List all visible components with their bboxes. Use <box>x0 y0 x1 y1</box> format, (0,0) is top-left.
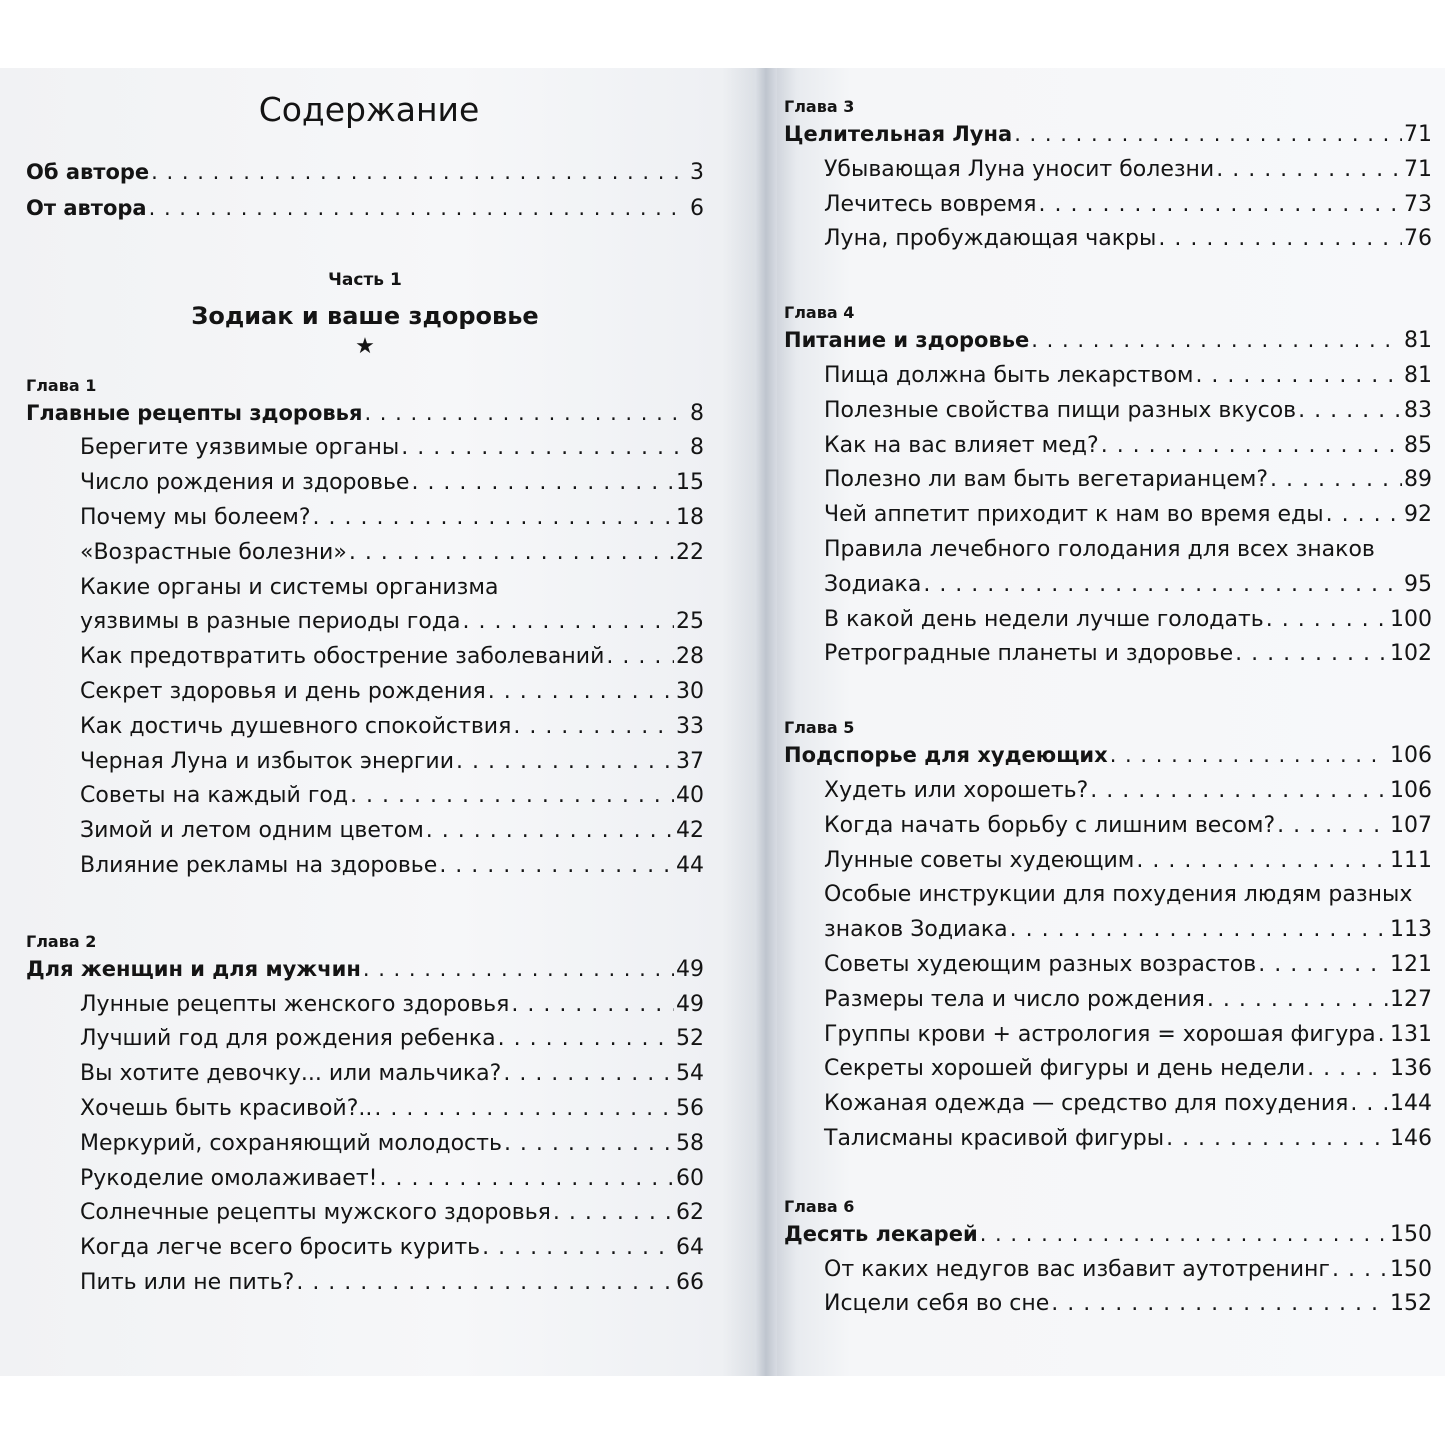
entry-title: Пить или не пить? <box>80 1269 295 1295</box>
chapter-title-entry <box>26 396 704 432</box>
entry-page: 102 <box>1390 641 1432 667</box>
entry-page: 49 <box>676 991 704 1017</box>
entry-title: Целительная Луна <box>784 122 1013 146</box>
right-column <box>784 95 1432 1322</box>
toc-entry <box>26 745 704 780</box>
entry-title: Солнечные рецепты мужского здоровья <box>80 1200 551 1226</box>
toc-entry <box>784 394 1432 429</box>
toc-entry <box>26 1127 704 1162</box>
entry-page: 81 <box>1404 328 1432 354</box>
toc-entry <box>26 779 704 814</box>
toc-entry <box>26 1022 704 1057</box>
toc-entry <box>26 1231 704 1266</box>
entry-title: Рукоделие омолаживает! <box>80 1165 378 1191</box>
chapter-title-entry <box>784 738 1432 774</box>
entry-title: Советы худеющим разных возрастов <box>824 951 1257 977</box>
entry-page: 152 <box>1390 1291 1432 1317</box>
entry-page: 150 <box>1390 1256 1432 1282</box>
entry-title: Для женщин и для мужчин <box>26 956 361 981</box>
entry-title: Хочешь быть красивой?.. <box>80 1095 373 1121</box>
entry-title: Вы хотите девочку... или мальчика? <box>80 1061 502 1087</box>
toc-entry <box>784 637 1432 672</box>
entry-title: Убывающая Луна уносит болезни <box>824 156 1215 182</box>
toc-entry <box>784 878 1432 948</box>
toc-entry <box>26 640 704 675</box>
entry-title: Об авторе <box>26 160 150 184</box>
toc-entry <box>784 533 1432 603</box>
toc-entry <box>784 1122 1432 1157</box>
entry-page: 73 <box>1404 191 1432 217</box>
chapter-title-entry <box>784 117 1432 153</box>
toc-entry <box>26 1162 704 1197</box>
entry-page: 113 <box>1390 917 1432 943</box>
toc-entry <box>784 188 1432 223</box>
chapter-label: Глава 1 <box>26 375 97 395</box>
entry-title: Лунные рецепты женского здоровья <box>80 991 510 1017</box>
toc-entry <box>26 1196 704 1231</box>
entry-page: 37 <box>676 748 704 774</box>
entry-title: Секреты хорошей фигуры и день недели <box>824 1056 1306 1082</box>
entry-page: 83 <box>1404 397 1432 423</box>
entry-page: 144 <box>1390 1091 1432 1117</box>
chapter-title-entry <box>784 1217 1432 1253</box>
entry-title: Талисманы красивой фигуры <box>824 1125 1165 1151</box>
toc-entry <box>26 431 704 466</box>
entry-title: Когда легче всего бросить курить <box>80 1235 481 1261</box>
chapter-label: Глава 4 <box>784 303 855 323</box>
toc-entry <box>784 1287 1432 1322</box>
toc-entry <box>784 948 1432 983</box>
toc-entry <box>26 1057 704 1092</box>
entry-page: 25 <box>676 609 704 635</box>
entry-page: 33 <box>676 713 704 739</box>
entry-title: Чей аппетит приходит к нам во время еды <box>824 502 1324 528</box>
entry-title: Как предотвратить обострение заболеваний <box>80 644 605 670</box>
entry-title: Подспорье для худеющих <box>784 743 1108 768</box>
entry-page: 15 <box>676 470 704 496</box>
toc-entry <box>784 1253 1432 1288</box>
toc-entry <box>784 1087 1432 1122</box>
toc-entry <box>26 571 704 641</box>
entry-title: Берегите уязвимые органы <box>80 435 400 461</box>
entry-title: «Возрастные болезни» <box>80 539 347 565</box>
entry-page: 76 <box>1404 226 1432 252</box>
entry-page: 52 <box>676 1026 704 1052</box>
chapter-title-entry <box>784 323 1432 359</box>
entry-title-line2: знаков Зодиака <box>824 917 1008 943</box>
toc-entry <box>784 774 1432 809</box>
star-icon: ★ <box>355 333 375 359</box>
entry-page: 44 <box>676 852 704 878</box>
entry-page: 58 <box>676 1130 704 1156</box>
toc-entry <box>26 988 704 1023</box>
entry-page: 100 <box>1390 606 1432 632</box>
toc-entry <box>784 844 1432 879</box>
page-title: Содержание <box>258 90 480 129</box>
entry-title: Лунные советы худеющим <box>824 847 1135 873</box>
toc-entry <box>26 155 704 191</box>
entry-page: 54 <box>676 1061 704 1087</box>
entry-title: Полезные свойства пищи разных вкусов <box>824 397 1297 423</box>
entry-title: От каких недугов вас избавит аутотренинг <box>824 1256 1330 1282</box>
entry-title: Влияние рекламы на здоровье <box>80 852 438 878</box>
entry-title: Ретроградные планеты и здоровье <box>824 641 1234 667</box>
toc-entry <box>784 498 1432 533</box>
entry-title: Секрет здоровья и день рождения <box>80 678 486 704</box>
toc-entry <box>26 1092 704 1127</box>
entry-title: Черная Луна и избыток энергии <box>80 748 454 774</box>
entry-title: Полезно ли вам быть вегетарианцем? <box>824 467 1269 493</box>
entry-page: 8 <box>690 435 704 461</box>
entry-title: Исцели себя во сне <box>824 1291 1050 1317</box>
left-column <box>26 90 704 1301</box>
entry-page: 60 <box>676 1165 704 1191</box>
entry-page: 42 <box>676 818 704 844</box>
entry-page: 150 <box>1390 1221 1432 1247</box>
entry-page: 71 <box>1404 156 1432 182</box>
entry-page: 64 <box>676 1235 704 1261</box>
entry-page: 66 <box>676 1269 704 1295</box>
entry-page: 92 <box>1404 502 1432 528</box>
entry-page: 28 <box>676 644 704 670</box>
entry-title: Кожаная одежда — средство для похудения <box>824 1091 1349 1117</box>
toc-entry <box>784 1052 1432 1087</box>
chapter-label: Глава 6 <box>784 1196 855 1216</box>
chapter-title-entry <box>26 952 704 988</box>
entry-page: 8 <box>690 400 704 426</box>
entry-title: Лечитесь вовремя <box>824 191 1037 217</box>
entry-page: 18 <box>676 504 704 530</box>
part-title: Зодиак и ваше здоровье <box>191 301 539 330</box>
entry-title-line1: Особые инструкции для похудения людям разных <box>824 882 1413 908</box>
entry-title-line2: Зодиака <box>824 571 922 597</box>
entry-title: От автора <box>26 195 147 220</box>
entry-page: 107 <box>1390 812 1432 838</box>
entry-title: Питание и здоровье <box>784 328 1030 353</box>
entry-title: Группы крови + астрология = хорошая фигура <box>824 1021 1376 1047</box>
part-label: Часть 1 <box>328 269 402 290</box>
entry-title: Меркурий, сохраняющий молодость <box>80 1130 502 1156</box>
toc-entry <box>26 1266 704 1301</box>
toc-entry <box>26 191 704 227</box>
entry-page: 81 <box>1404 362 1432 388</box>
entry-page: 49 <box>676 956 704 982</box>
entry-page: 146 <box>1390 1125 1432 1151</box>
entry-title: Лучший год для рождения ребенка <box>80 1026 496 1052</box>
toc-entry <box>784 463 1432 498</box>
entry-page: 106 <box>1390 777 1432 803</box>
entry-title: Пища должна быть лекарством <box>824 362 1194 388</box>
entry-page: 6 <box>690 195 704 221</box>
entry-title: Почему мы болеем? <box>80 504 311 530</box>
entry-title: Как на вас влияет мед? <box>824 432 1099 458</box>
entry-page: 62 <box>676 1200 704 1226</box>
entry-page: 3 <box>690 160 704 185</box>
toc-entry <box>26 536 704 571</box>
entry-title-line1: Правила лечебного голодания для всех знаков <box>824 536 1375 562</box>
entry-title: В какой день недели лучше голодать <box>824 606 1264 632</box>
toc-entry <box>26 675 704 710</box>
entry-page: 22 <box>676 539 704 565</box>
entry-page: 111 <box>1390 847 1432 873</box>
toc-entry <box>784 222 1432 257</box>
entry-title: Число рождения и здоровье <box>80 470 410 496</box>
chapter-label: Глава 2 <box>26 931 97 951</box>
entry-title: Худеть или хорошеть? <box>824 777 1089 803</box>
entry-page: 121 <box>1390 951 1432 977</box>
toc-entry <box>784 809 1432 844</box>
toc-entry <box>26 710 704 745</box>
toc-entry <box>26 466 704 501</box>
entry-page: 40 <box>676 783 704 809</box>
entry-title: Зимой и летом одним цветом <box>80 818 424 844</box>
entry-title-line2: уязвимы в разные периоды года <box>80 609 461 635</box>
book-gutter <box>755 68 777 1376</box>
entry-page: 89 <box>1404 467 1432 493</box>
entry-page: 95 <box>1404 571 1432 597</box>
entry-page: 136 <box>1390 1056 1432 1082</box>
toc-entry <box>784 1018 1432 1053</box>
entry-page: 106 <box>1390 743 1432 769</box>
entry-title: Десять лекарей <box>784 1221 978 1246</box>
entry-title: Когда начать борьбу с лишним весом? <box>824 812 1276 838</box>
toc-entry <box>26 849 704 884</box>
toc-entry <box>784 359 1432 394</box>
entry-page: 56 <box>676 1095 704 1121</box>
entry-page: 127 <box>1390 986 1432 1012</box>
entry-title: Луна, пробуждающая чакры <box>824 226 1157 252</box>
entry-page: 131 <box>1390 1021 1432 1047</box>
entry-page: 71 <box>1404 122 1432 147</box>
entry-title-line1: Какие органы и системы организма <box>80 574 499 600</box>
entry-page: 30 <box>676 678 704 704</box>
chapter-label: Глава 5 <box>784 718 855 738</box>
toc-entry <box>784 429 1432 464</box>
toc-entry <box>784 603 1432 638</box>
entry-page: 85 <box>1404 432 1432 458</box>
chapter-label: Глава 3 <box>784 97 855 116</box>
entry-title: Размеры тела и число рождения <box>824 986 1205 1012</box>
entry-title: Как достичь душевного спокойствия <box>80 713 512 739</box>
entry-title: Советы на каждый год <box>80 783 349 809</box>
toc-entry <box>784 983 1432 1018</box>
toc-entry <box>26 814 704 849</box>
toc-entry <box>784 153 1432 188</box>
entry-title: Главные рецепты здоровья <box>26 400 363 425</box>
toc-entry <box>26 501 704 536</box>
